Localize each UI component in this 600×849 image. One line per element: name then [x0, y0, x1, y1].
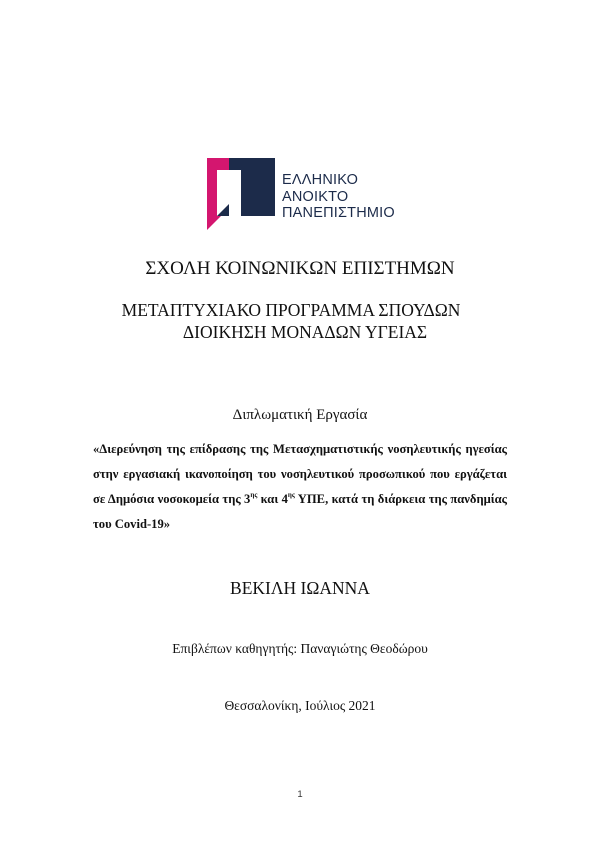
program-heading	[0, 299, 600, 343]
title-part-2: και 4	[257, 492, 288, 506]
title-part-1: «Διερεύνηση της επίδρασης της Μετασχηματιστικής νοσηλευτικής ηγεσίας στην εργασιακή ικανοποίηση του νοσηλευτικού προσωπικού που εργάζεται σε Δημόσια νοσοκομεία της 3	[93, 442, 507, 506]
university-logo	[207, 158, 397, 230]
title-sup-1: ης	[250, 490, 258, 499]
author-name: ΒΕΚΙΛΗ ΙΩΑΝΝΑ	[230, 578, 370, 598]
title-sup-2: ης	[287, 490, 295, 499]
thesis-type: Διπλωματική Εργασία	[232, 407, 368, 423]
logo-wordmark	[282, 172, 395, 222]
program-line-1: ΜΕΤΑΠΤΥΧΙΑΚΟ ΠΡΟΓΡΑΜΜΑ ΣΠΟΥΔΩΝ	[121, 300, 461, 320]
thesis-title	[93, 437, 507, 537]
university-emblem-icon	[207, 158, 277, 230]
logo-line-3: ΠΑΝΕΠΙΣΤΗΜΙΟ	[282, 205, 395, 221]
supervisor: Επιβλέπων καθηγητής: Παναγιώτης Θεοδώρου	[172, 641, 428, 656]
school-name: ΣΧΟΛΗ ΚΟΙΝΩΝΙΚΩΝ ΕΠΙΣΤΗΜΩΝ	[145, 258, 455, 279]
page-number: 1	[297, 789, 303, 800]
logo-line-1: ΕΛΛΗΝΙΚΟ	[282, 172, 359, 188]
logo-line-2: ΑΝΟΙΚΤΟ	[282, 188, 349, 205]
place-date: Θεσσαλονίκη, Ιούλιος 2021	[224, 698, 376, 713]
title-part-3: ΥΠΕ, κατά τη διάρκεια της πανδημίας του Covid-19»	[93, 492, 507, 531]
program-line-2: ΔΙΟΙΚΗΣΗ ΜΟΝΑΔΩΝ ΥΓΕΙΑΣ	[182, 322, 428, 342]
